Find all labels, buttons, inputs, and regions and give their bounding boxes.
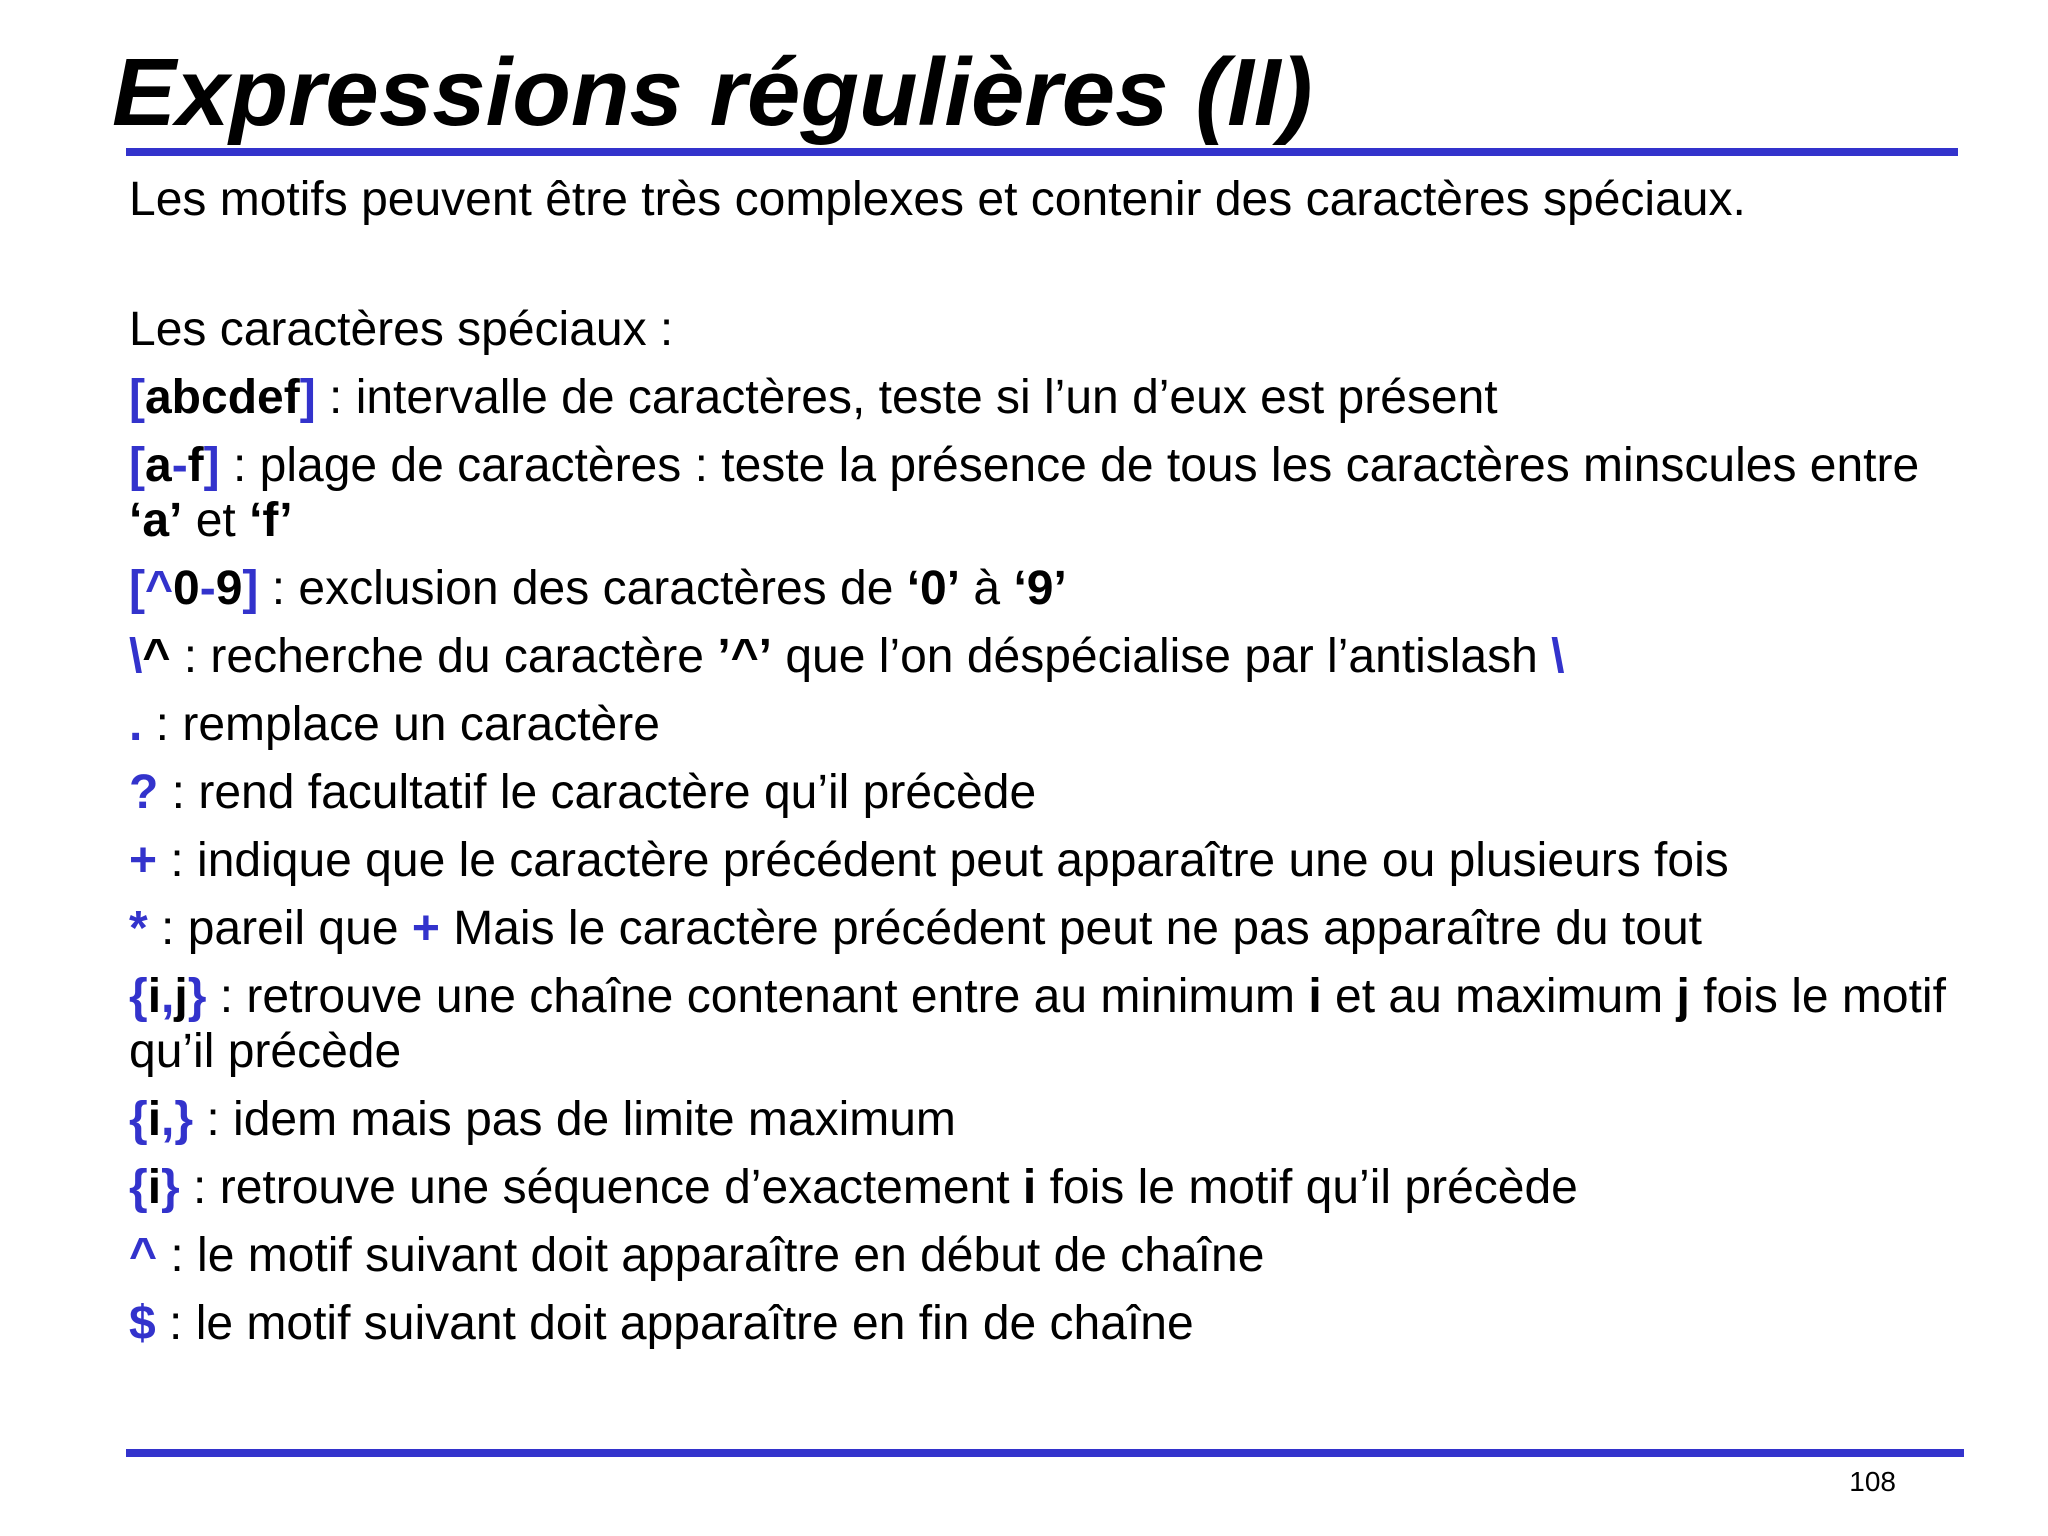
list-item (129, 629, 1949, 684)
item-token: $ (129, 1297, 156, 1350)
item-token: + (129, 834, 158, 887)
item-token: j (174, 970, 188, 1023)
item-token: 9 (215, 562, 243, 615)
item-token: * (129, 902, 148, 955)
item-description: : pareil que (147, 902, 412, 955)
item-token: ,} (161, 1093, 194, 1146)
item-description: : indique que le caractère précédent peut apparaître une ou plusieurs fois (157, 834, 1729, 887)
title-divider (126, 148, 1958, 156)
item-token: ‘f’ (249, 494, 293, 547)
item-token: , (161, 970, 175, 1023)
item-token: i (1308, 970, 1322, 1023)
footer-divider (126, 1449, 1964, 1457)
list-item (129, 1296, 1949, 1351)
list-item (129, 697, 1949, 752)
item-description: : le motif suivant doit apparaître en début de chaîne (157, 1229, 1265, 1282)
item-description: et (182, 494, 250, 547)
item-description: à (960, 562, 1014, 615)
item-token: ‘9’ (1013, 562, 1067, 615)
item-token: abcdef (144, 371, 300, 424)
item-token: \ (129, 630, 143, 683)
item-token: ^ (142, 630, 171, 683)
list-item (129, 765, 1949, 820)
item-description: : rend facultatif le caractère qu’il précède (158, 766, 1037, 819)
list-item (129, 438, 1949, 548)
list-item (129, 370, 1949, 425)
list-item (129, 833, 1949, 888)
item-token: f (187, 439, 204, 492)
item-token: a (144, 439, 172, 492)
list-item (129, 1092, 1949, 1147)
item-description: que l’on déspécialise par l’antislash (772, 630, 1552, 683)
item-token: { (129, 970, 148, 1023)
item-token: ’^’ (717, 630, 773, 683)
list-item (129, 561, 1949, 616)
item-token: } (161, 1161, 180, 1214)
item-token: i (147, 1161, 162, 1214)
item-description: et au maximum (1321, 970, 1677, 1023)
item-token: - (199, 562, 216, 615)
item-description: fois le motif qu’il précède (129, 970, 1946, 1078)
item-description: : remplace un caractère (142, 698, 660, 751)
item-description: Mais le caractère précédent peut ne pas apparaître du tout (439, 902, 1702, 955)
item-description: : recherche du caractère (170, 630, 718, 683)
item-description: : idem mais pas de limite maximum (193, 1093, 956, 1146)
item-token: - (171, 439, 188, 492)
slide-body (129, 172, 1949, 1364)
page-number: 108 (1849, 1466, 1896, 1497)
item-description: : le motif suivant doit apparaître en fin de chaîne (155, 1297, 1194, 1350)
item-token: } (187, 970, 207, 1023)
item-token: \ (1551, 630, 1565, 683)
item-token: ] (203, 439, 220, 492)
item-token: j (1676, 970, 1690, 1023)
item-description: fois le motif qu’il précède (1036, 1161, 1578, 1214)
section-heading: Les caractères spéciaux : (129, 303, 674, 356)
item-token: i (1022, 1161, 1037, 1214)
list-item (129, 969, 1949, 1079)
item-token: ? (129, 766, 159, 819)
item-token: 0 (173, 562, 200, 615)
item-token: ] (242, 562, 259, 615)
item-token: ‘a’ (129, 494, 183, 547)
item-token: { (129, 1161, 148, 1214)
item-token: . (129, 698, 143, 751)
item-token: i (147, 970, 162, 1023)
item-token: [^ (129, 562, 174, 615)
intro-text: Les motifs peuvent être très complexes et contenir des caractères spéciaux. (129, 173, 1746, 226)
item-description: : retrouve une chaîne contenant entre au minimum (206, 970, 1309, 1023)
special-characters-list (129, 370, 1949, 1351)
item-token: [ (129, 439, 145, 492)
item-token: ] (299, 371, 316, 424)
item-description: : plage de caractères : teste la présence de tous les caractères minscules entre (219, 439, 1920, 492)
item-token: + (411, 902, 440, 955)
slide-title: Expressions régulières (II) (112, 39, 1313, 146)
item-description: : retrouve une séquence d’exactement (179, 1161, 1023, 1214)
item-description: : intervalle de caractères, teste si l’un d’eux est présent (315, 371, 1498, 424)
item-token: [ (129, 371, 145, 424)
list-item (129, 1160, 1949, 1215)
item-token: ^ (129, 1229, 158, 1282)
list-item (129, 901, 1949, 956)
item-token: { (129, 1093, 148, 1146)
item-token: ‘0’ (906, 562, 961, 615)
item-token: i (147, 1093, 162, 1146)
list-item (129, 1228, 1949, 1283)
item-description: : exclusion des caractères de (258, 562, 907, 615)
